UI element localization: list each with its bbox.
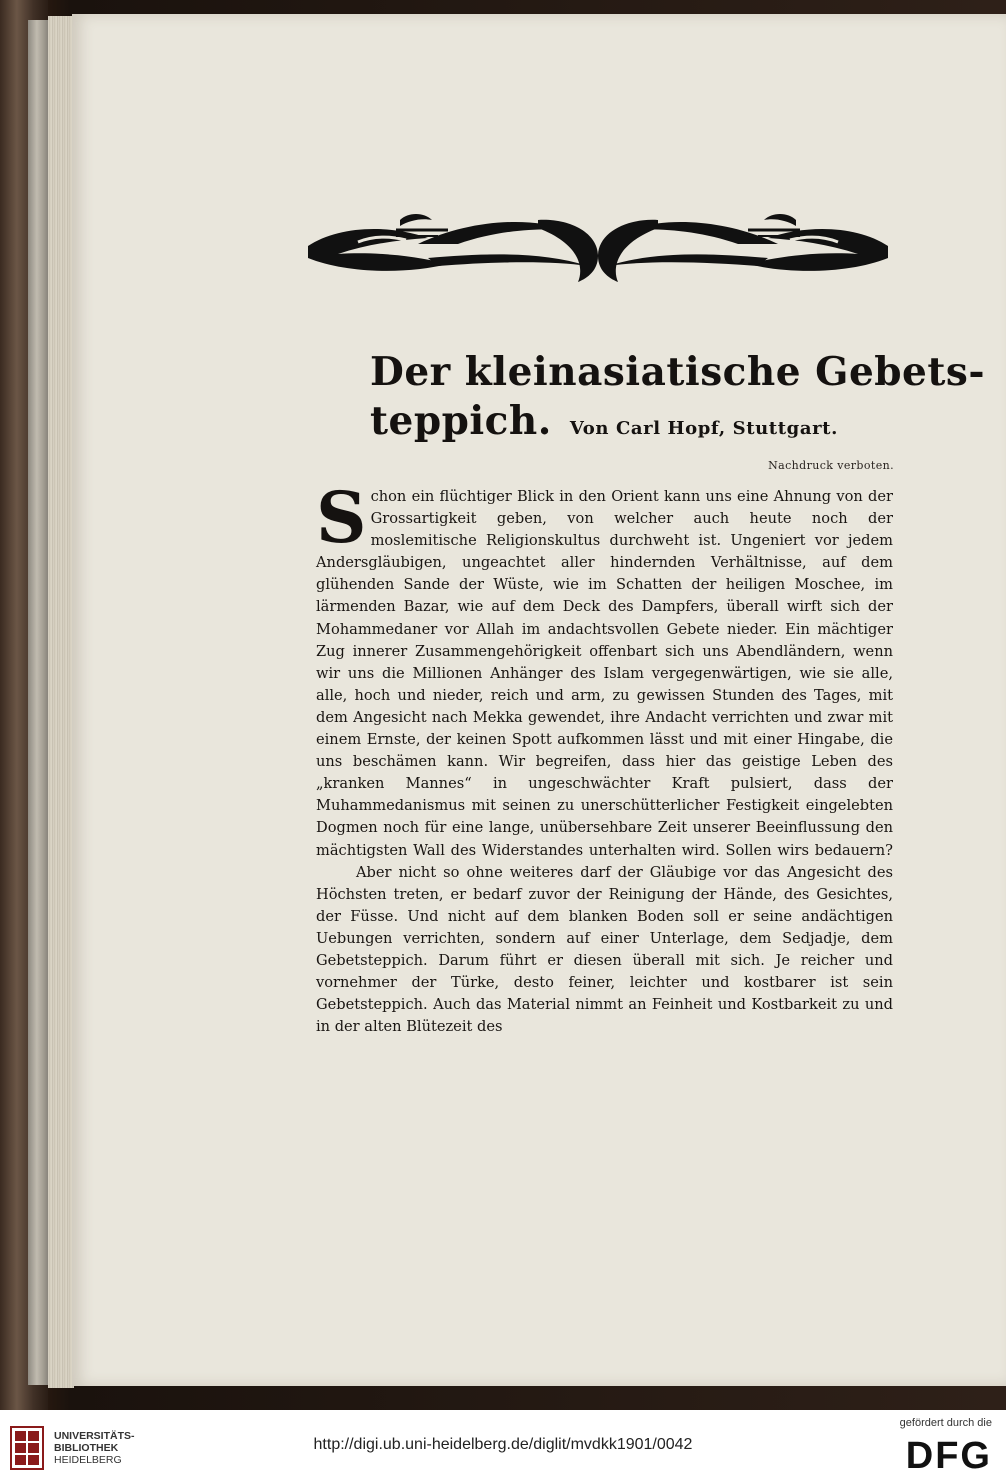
library-name-line-2: BIBLIOTHEK xyxy=(54,1442,119,1454)
art-nouveau-ornament xyxy=(298,208,898,288)
library-name-line-1: UNIVERSITÄTS- xyxy=(54,1430,135,1442)
spine-cloth xyxy=(28,20,50,1385)
library-name-line-3: HEIDELBERG xyxy=(54,1454,122,1466)
copyright-note: Nachdruck verboten. xyxy=(768,459,894,472)
dfg-logo: DFG xyxy=(905,1435,992,1477)
paragraph-1 xyxy=(316,476,893,862)
paragraph-1-text: chon ein flüchtiger Blick in den Orient kann uns eine Ahnung von der Grossartigkeit geben, von welcher auch heute noch der moslemitische Religionskultus durchweht ist. Ungeniert vor jedem Andersgläubigen, ungeachtet aller hindernden Verhältnisse, auf dem glühenden Sande der Wüste, wie im Schatten der heiligen Moschee, im lärmenden Bazar, wie auf dem Deck des Dampfers, überall wirft sich der Mohammedaner vor Allah im andachtsvollen Gebete nieder. Ein mächtiger Zug innerer Zusammengehörigkeit offenbart sich uns Abendländern, wenn wir uns die Millionen Anhänger des Islam vergegenwärtigen, wie sie alle, alle, hoch und nieder, reich und arm, zu gewissen Stunden des Tages, mit dem Angesicht nach Mekka gewendet, ihre Andacht verrichten und zwar mit einem Ernste, der keinen Spott aufkommen lässt und mit einer Hingabe, die uns beschämen kann. Wir begreifen, dass hier das geistige Leben des „kranken Mannes“ in ungeschwächter Kraft pulsiert, dass der Muhammedanismus mit seinen zu unerschütterlicher Festigkeit eingelebten Dogmen noch für eine lange, unübersehbare Zeit unserer Beeinflussung den mächtigsten Wall des Widerstandes unterhalten wird. Sollen wirs bedauern? xyxy=(316,488,893,859)
title-line-2: teppich. xyxy=(370,398,552,444)
title-line-1: Der kleinasiatische Gebets- xyxy=(370,349,986,395)
permalink-url[interactable]: http://digi.ub.uni-heidelberg.de/diglit/mvdkk1901/0042 xyxy=(313,1436,693,1453)
funded-by-label: gefördert durch die xyxy=(899,1417,992,1429)
title-row-2 xyxy=(370,396,890,454)
article-body xyxy=(316,476,893,1038)
drop-cap: S xyxy=(316,476,367,559)
author-byline: Von Carl Hopf, Stuttgart. xyxy=(569,418,838,439)
article-heading xyxy=(370,348,986,454)
page-edges xyxy=(48,16,74,1388)
paragraph-2: Aber nicht so ohne weiteres darf der Gläubige vor das Angesicht des Höchsten treten, er bedarf zuvor der Reinigung der Hände, des Gesichtes, der Füsse. Und nicht auf dem blanken Boden soll er seine andächtigen Uebungen verrichten, sondern auf einer Unterlage, dem Sedjadje, dem Gebetsteppich. Darum führt er diesen überall mit sich. Je reicher und vornehmer der Türke, desto feiner, leichter und kostbarer ist sein Gebetsteppich. Auch das Material nimmt an Feinheit und Kostbarkeit zu und in der alten Blütezeit des xyxy=(316,863,893,1036)
footer-bar xyxy=(0,1410,1006,1483)
